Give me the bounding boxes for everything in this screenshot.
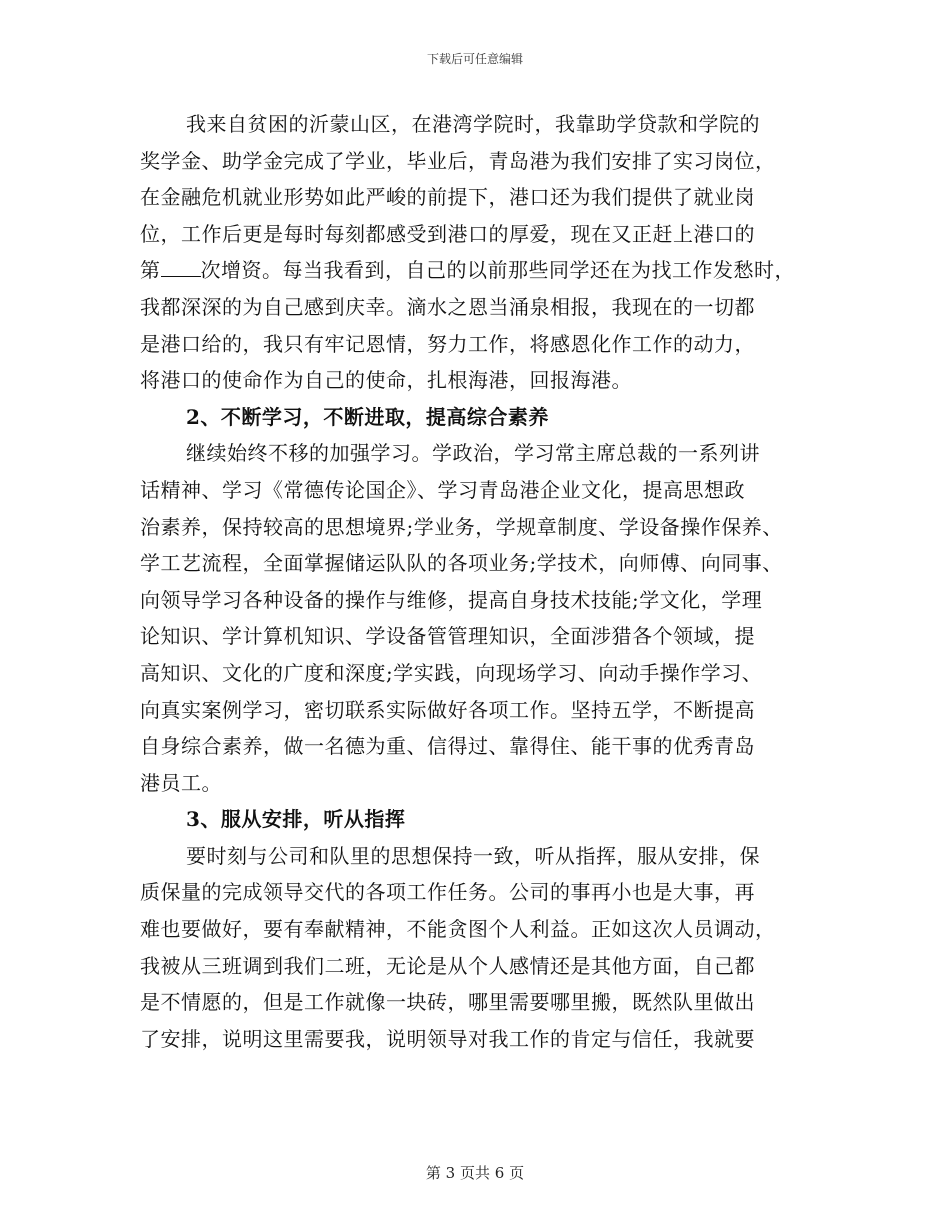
text-line: 学工艺流程，全面掌握储运队队的各项业务;学技术，向师傅、向同事、 — [140, 551, 783, 576]
text-line: 奖学金、助学金完成了学业，毕业后，青岛港为我们安排了实习岗位， — [140, 148, 776, 173]
text-line: 是不情愿的，但是工作就像一块砖，哪里需要哪里搬，既然队里做出 — [140, 990, 755, 1015]
text-line: 我来自贫困的沂蒙山区，在港湾学院时，我靠助学贷款和学院的 — [186, 112, 760, 136]
text-line: 话精神、学习《常德传论国企》、学习青岛港企业文化，提高思想政 — [140, 477, 745, 502]
text-line — [140, 252, 825, 289]
text-line: 将港口的使命作为自己的使命，扎根海港，回报海港。 — [140, 368, 632, 393]
text-line: 向真实案例学习，密切联系实际做好各项工作。坚持五学，不断提高 — [140, 697, 755, 722]
text-line: 难也要做好，要有奉献精神，不能贪图个人利益。正如这次人员调动， — [140, 917, 776, 942]
section-heading: 3、服从安排，听从指挥 — [186, 807, 406, 832]
text-line: 要时刻与公司和队里的思想保持一致，听从指挥，服从安排，保 — [186, 843, 760, 868]
text-segment: 第 — [140, 258, 161, 283]
text-line: 在金融危机就业形势如此严峻的前提下，港口还为我们提供了就业岗 — [140, 185, 755, 210]
text-line: 质保量的完成领导交代的各项工作任务。公司的事再小也是大事，再 — [140, 880, 755, 905]
text-line: 高知识、文化的广度和深度;学实践，向现场学习、向动手操作学习、 — [140, 660, 763, 685]
page-footer: 第 3 页共 6 页 — [425, 1164, 525, 1182]
text-line: 继续始终不移的加强学习。学政治，学习常主席总裁的一系列讲 — [186, 441, 760, 466]
text-line: 治素养，保持较高的思想境界;学业务，学规章制度、学设备操作保养、 — [140, 514, 783, 539]
text-line: 我被从三班调到我们二班，无论是从个人感情还是其他方面，自己都 — [140, 953, 755, 978]
text-line: 港员工。 — [140, 770, 222, 795]
text-line: 我都深深的为自己感到庆幸。滴水之恩当涌泉相报，我现在的一切都 — [140, 294, 755, 319]
page-header: 下载后可任意编辑 — [426, 52, 523, 66]
fill-in-blank — [161, 256, 201, 277]
text-line: 向领导学习各种设备的操作与维修，提高自身技术技能;学文化，学理 — [140, 587, 763, 612]
text-segment: 次增资。每当我看到，自己的以前那些同学还在为找工作发愁时， — [200, 258, 795, 283]
section-heading: 2、不断学习，不断进取，提高综合素养 — [186, 404, 549, 429]
text-line: 论知识、学计算机知识、学设备管管理知识，全面涉猎各个领域，提 — [140, 624, 755, 649]
document-body — [140, 106, 825, 1057]
text-line: 位，工作后更是每时每刻都感受到港口的厚爱，现在又正赶上港口的 — [140, 221, 755, 246]
text-line: 了安排，说明这里需要我，说明领导对我工作的肯定与信任，我就要 — [140, 1026, 755, 1051]
text-line: 是港口给的，我只有牢记恩情，努力工作，将感恩化作工作的动力， — [140, 331, 755, 356]
text-line: 自身综合素养，做一名德为重、信得过、靠得住、能干事的优秀青岛 — [140, 734, 755, 759]
